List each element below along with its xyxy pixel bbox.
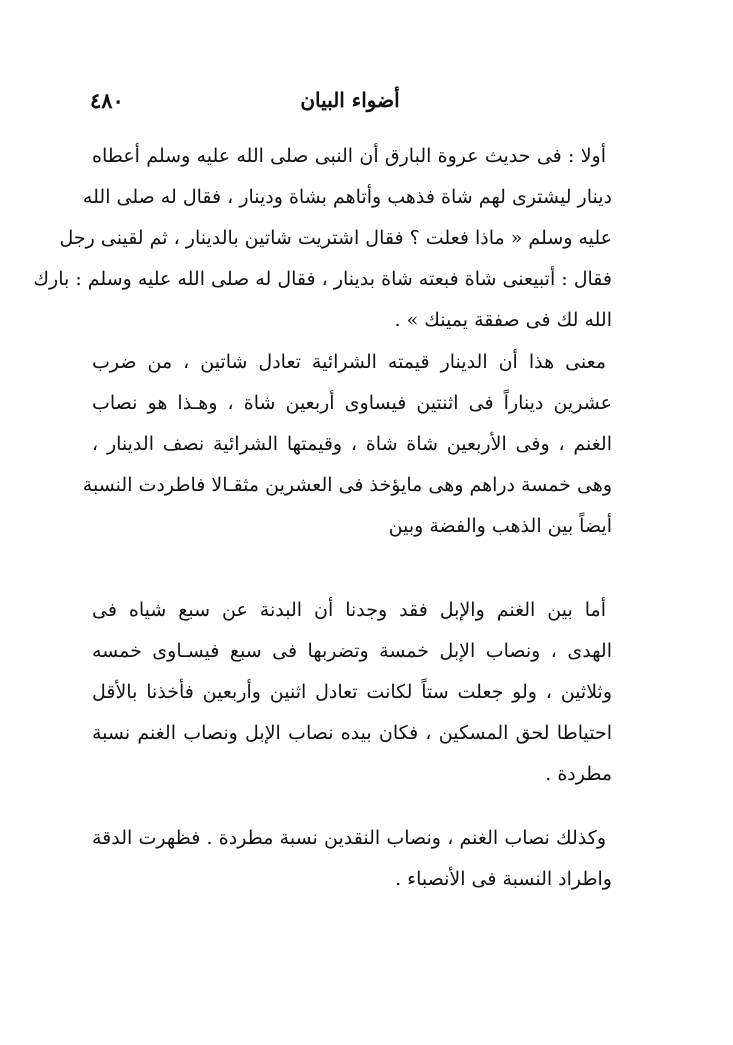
text-line: وثلاثين ، ولو جعلت ستاً لكانت تعادل اثنين وأربعين فأخذنا بالأقل (92, 681, 612, 703)
paragraph-conclusion (92, 818, 612, 900)
text-line: عليه وسلم « ماذا فعلت ؟ فقال اشتريت شاتين بالدينار ، ثم لقينى رجل (59, 227, 612, 249)
text-line: فقال : أتبيعنى شاة فبعته شاة بدينار ، فقال له صلى الله عليه وسلم : بارك (33, 268, 612, 290)
text-line: احتياطا لحق المسكين ، فكان بيده نصاب الإبل ونصاب الغنم نسبة (92, 722, 612, 744)
page-number: ٤٨٠ (90, 88, 124, 113)
text-line: معنى هذا أن الدينار قيمته الشرائية تعادل شاتين ، من ضرب (92, 351, 606, 373)
text-line: أما بين الغنم والإبل فقد وجدنا أن البدنة عن سبع شياه فى (92, 599, 606, 621)
paragraph-dinar-value (82, 342, 612, 547)
text-line: أيضاً بين الذهب والفضة وبين (388, 515, 612, 537)
text-line: أولا : فى حديث عروة البارق أن النبى صلى الله عليه وسلم أعطاه (92, 145, 606, 167)
text-line: واطراد النسبة فى الأنصباء . (395, 868, 612, 890)
text-line: عشرين ديناراً فى اثنتين فيساوى أربعين شاة ، وهـذا هو نصاب (92, 392, 612, 414)
text-line: الله لك فى صفقة يمينك » . (394, 309, 612, 331)
paragraph-camels-sheep (92, 590, 612, 795)
paragraph-hadith (33, 136, 612, 341)
text-line: وكذلك نصاب الغنم ، ونصاب النقدين نسبة مطردة . فظهرت الدقة (92, 827, 606, 849)
text-line: الغنم ، وفى الأربعين شاة شاة ، وقيمتها الشرائية نصف الدينار ، (92, 433, 612, 455)
text-line: وهى خمسة دراهم وهى مايؤخذ فى العشرين مثقـالا فاطردت النسبة (82, 474, 612, 496)
text-line: دينار ليشترى لهم شاة فذهب وأتاهم بشاة ودينار ، فقال له صلى الله (82, 186, 612, 208)
text-line: مطردة . (545, 763, 612, 785)
text-line: الهدى ، ونصاب الإبل خمسة وتضربها فى سبع فيسـاوى خمسه (92, 640, 612, 662)
running-title: أضواء البيان (300, 88, 400, 112)
page-header (90, 80, 610, 120)
